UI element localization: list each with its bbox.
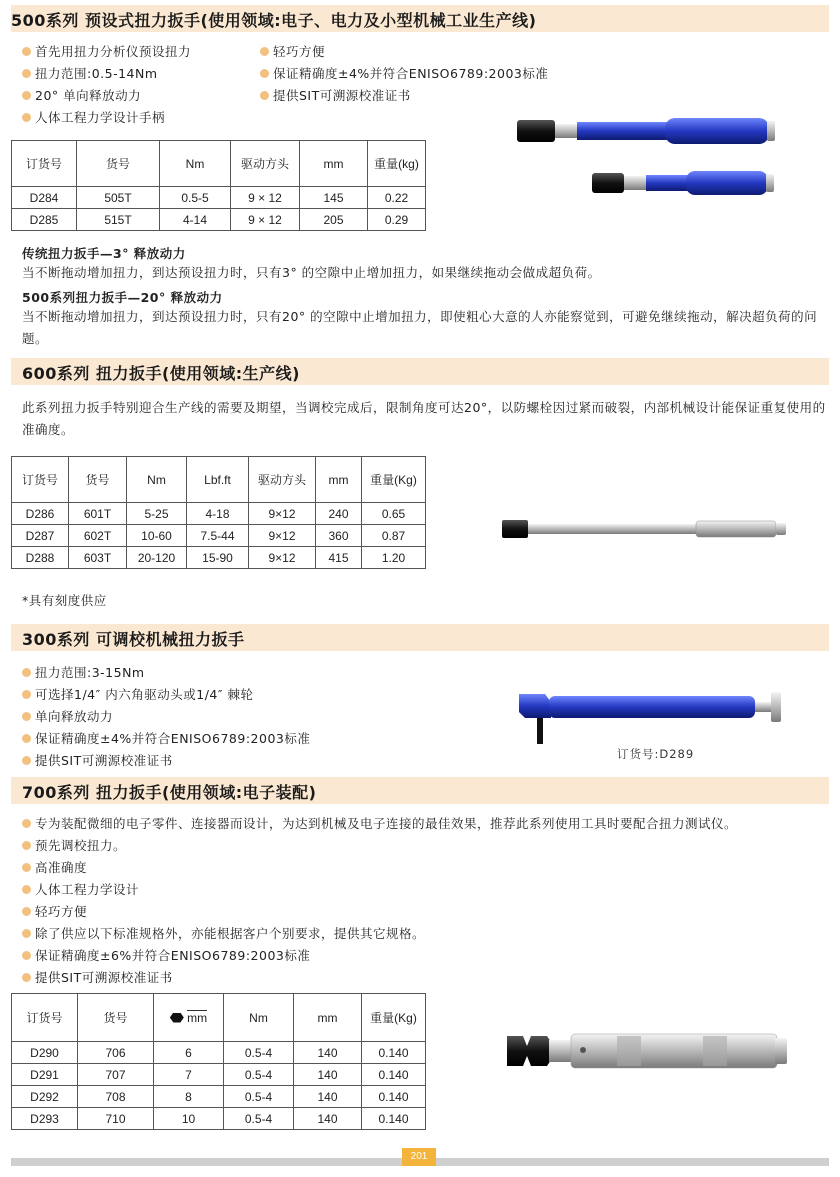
s600-spec-table [11, 456, 426, 569]
bullet-icon [22, 756, 31, 765]
bullet-icon [22, 668, 31, 677]
bullet-icon [22, 712, 31, 721]
s300-caption: 订货号:D289 [617, 747, 695, 761]
table-row: D287 602T 10-60 7.5-44 9×12 360 0.87 [12, 525, 426, 547]
bullet-icon [22, 951, 31, 960]
note1-title: 传统扭力扳手—3° 释放动力 [22, 246, 186, 261]
section-600-title: 600系列 扭力扳手(使用领域:生产线) [22, 364, 300, 383]
bullet-icon [22, 885, 31, 894]
s300-feature: 单向释放动力 [22, 707, 113, 725]
bullet-icon [22, 47, 31, 56]
table-header-row [12, 141, 426, 187]
s500-feature: 20° 单向释放动力 [22, 86, 141, 104]
s700-feature: 除了供应以下标准规格外，亦能根据客户个别要求，提供其它规格。 [22, 924, 425, 942]
table-header-cell: Nm [160, 141, 231, 187]
bullet-icon [22, 973, 31, 982]
bullet-icon [22, 863, 31, 872]
table-row: D292 708 8 0.5-4 140 0.140 [12, 1086, 426, 1108]
table-header-cell: 订货号 [12, 141, 77, 187]
s700-spec-table [11, 993, 426, 1130]
bullet-icon [22, 690, 31, 699]
s300-feature: 提供SIT可溯源校准证书 [22, 751, 173, 769]
bullet-icon [260, 47, 269, 56]
bullet-icon [260, 69, 269, 78]
s700-feature: 专为装配微细的电子零件、连接器而设计，为达到机械及电子连接的最佳效果，推荐此系列使用工具时要配合扭力测试仪。 [22, 814, 737, 832]
note2-text: 当不断拖动增加扭力，到达预设扭力时，只有20° 的空隙中止增加扭力，即使粗心大意的人亦能察觉到，可避免继续拖动，解决超负荷的问题。 [22, 309, 818, 346]
bullet-icon [260, 91, 269, 100]
wrench-600-image [500, 516, 788, 542]
s300-feature: 保证精确度±4%并符合ENISO6789:2003标准 [22, 729, 310, 747]
s300-feature: 扭力范围:3-15Nm [22, 663, 145, 681]
page-number: 201 [402, 1148, 436, 1166]
s600-footnote: *具有刻度供应 [22, 593, 107, 608]
bullet-icon [22, 91, 31, 100]
section-700-title: 700系列 扭力扳手(使用领域:电子装配) [22, 783, 317, 802]
table-row: D290 706 6 0.5-4 140 0.140 [12, 1042, 426, 1064]
s500-feature: 保证精确度±4%并符合ENISO6789:2003标准 [260, 64, 548, 82]
table-header-row: 订货号 货号 Nm Lbf.ft 驱动方头 mm 重量(Kg) [12, 457, 426, 503]
note2-title: 500系列扭力扳手—20° 释放动力 [22, 290, 223, 305]
table-header-row: 订货号 货号 mm Nm mm 重量(Kg) [12, 994, 426, 1042]
bullet-icon [22, 734, 31, 743]
s700-feature: 轻巧方便 [22, 902, 87, 920]
table-header-cell: mm [300, 141, 368, 187]
bullet-icon [22, 907, 31, 916]
s600-description: 此系列扭力扳手特别迎合生产线的需要及期望，当调校完成后，限制角度可达20°，以防螺栓因过紧而破裂，内部机械设计能保证重复使用的准确度。 [22, 400, 826, 437]
wrench-700-image [505, 1028, 789, 1074]
bullet-icon [22, 113, 31, 122]
wrench-500-large-image [515, 112, 777, 148]
s500-feature: 首先用扭力分析仪预设扭力 [22, 42, 191, 60]
s700-feature: 提供SIT可溯源校准证书 [22, 968, 173, 986]
wrench-300-image [515, 688, 791, 746]
bullet-icon [22, 69, 31, 78]
s500-feature: 轻巧方便 [260, 42, 325, 60]
hex-mm-header: mm [154, 994, 224, 1042]
bullet-icon [22, 929, 31, 938]
table-header-cell: 驱动方头 [231, 141, 300, 187]
table-row: D284 505T 0.5-5 9 × 12 145 0.22 [12, 187, 426, 209]
s300-feature: 可选择1/4″ 内六角驱动头或1/4″ 棘轮 [22, 685, 254, 703]
s700-feature: 人体工程力学设计 [22, 880, 139, 898]
bullet-icon [22, 841, 31, 850]
table-row: D291 707 7 0.5-4 140 0.140 [12, 1064, 426, 1086]
hex-icon [170, 1013, 184, 1023]
s700-feature: 预先调校扭力。 [22, 836, 126, 854]
s700-feature: 保证精确度±6%并符合ENISO6789:2003标准 [22, 946, 310, 964]
s500-feature: 人体工程力学设计手柄 [22, 108, 165, 126]
note1-text: 当不断拖动增加扭力，到达预设扭力时，只有3° 的空隙中止增加扭力，如果继续拖动会做成超负荷。 [22, 265, 601, 280]
s500-spec-table [11, 140, 426, 231]
table-header-cell: 重量(kg) [368, 141, 426, 187]
s700-feature: 高准确度 [22, 858, 87, 876]
table-row: D293 710 10 0.5-4 140 0.140 [12, 1108, 426, 1130]
table-row: D285 515T 4-14 9 × 12 205 0.29 [12, 209, 426, 231]
s500-feature: 扭力范围:0.5-14Nm [22, 64, 158, 82]
s500-feature: 提供SIT可溯源校准证书 [260, 86, 411, 104]
table-header-cell: 货号 [77, 141, 160, 187]
wrench-500-small-image [590, 168, 776, 198]
section-300-title: 300系列 可调校机械扭力扳手 [22, 630, 245, 649]
table-row: D288 603T 20-120 15-90 9×12 415 1.20 [12, 547, 426, 569]
section-500-title: 500系列 预设式扭力扳手(使用领域:电子、电力及小型机械工业生产线) [11, 11, 537, 30]
table-row: D286 601T 5-25 4-18 9×12 240 0.65 [12, 503, 426, 525]
bullet-icon [22, 819, 31, 828]
